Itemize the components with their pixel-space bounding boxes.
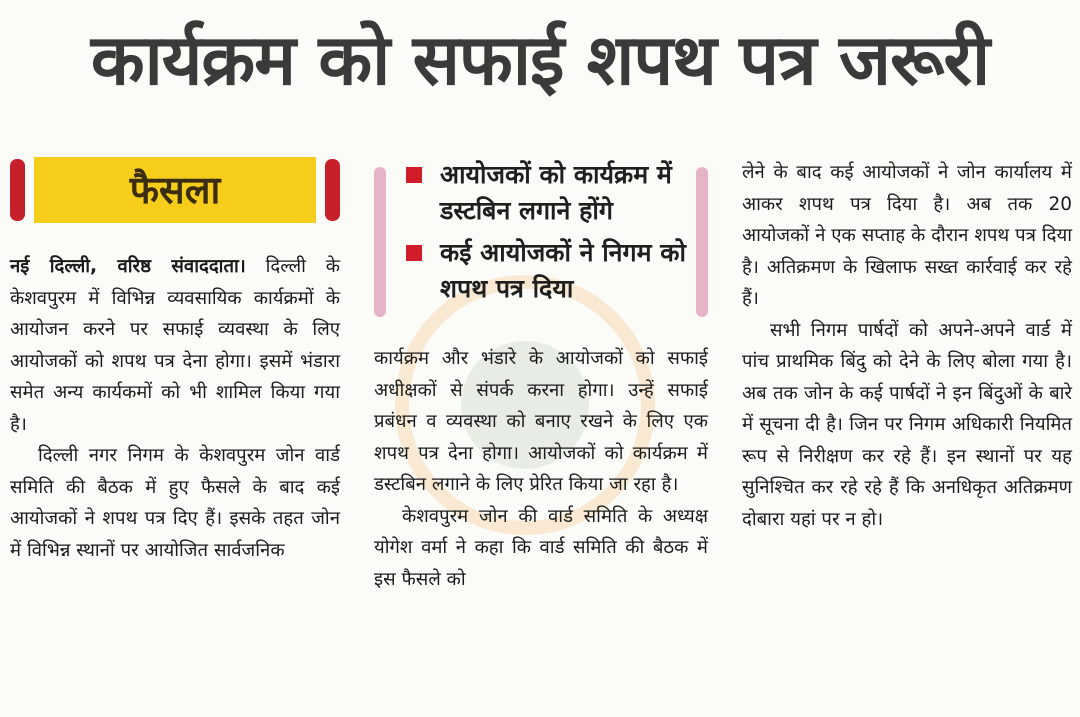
paragraph: लेने के बाद कई आयोजकों ने जोन कार्यालय में आकर शपथ पत्र दिया है। अब तक 20 आयोजकों ने एक सप्ताह के दौरान शपथ पत्र दिया है। अतिक्रमण के खिलाफ सख्त कार्रवाई कर रहे हैं। [742, 162, 1072, 309]
paragraph: सभी निगम पार्षदों को अपने-अपने वार्ड में पांच प्राथमिक बिंदु को देने के लिए बोला गया है। अब तक जोन के कई पार्षदों ने इन बिंदुओं के बारे में सूचना दी है। जिन पर निगम अधिकारी नियमित रूप से निरीक्षण कर रहे हैं। इन स्थानों पर यह सुनिश्चित कर रहे रहे हैं कि अनधिकृत अतिक्रमण दोबारा यहां पर न हो। [742, 319, 1072, 530]
paragraph-text: दिल्ली के केशवपुरम में विभिन्न व्यवसायिक कार्यक्रमों के आयोजन करने पर सफाई व्यवस्था के लिए आयोजकों को शपथ पत्र देना होगा। इसमें भंडारा समेत अन्य कार्यकमों को भी शामिल किया गया है। [10, 256, 340, 435]
highlight-list [374, 157, 708, 307]
bullet-square-icon [406, 167, 422, 183]
highlight-box [374, 157, 708, 319]
tag-label: फैसला [34, 157, 316, 223]
tag-bar-left [10, 159, 25, 221]
tag-bar-right [325, 159, 340, 221]
highlight-item: कई आयोजकों ने निगम को शपथ पत्र दिया [406, 235, 708, 307]
paragraph: दिल्ली नगर निगम के केशवपुरम जोन वार्ड समिति की बैठक में हुए फैसले के बाद कई आयोजकों ने शपथ पत्र दिए हैं। इसके तहत जोन में विभिन्न स्थानों पर आयोजित सार्वजनिक [10, 445, 340, 561]
column-2 [374, 157, 708, 595]
bullet-square-icon [406, 245, 422, 261]
paragraph [10, 251, 340, 440]
highlight-bar-left [374, 167, 386, 317]
highlight-item: आयोजकों को कार्यक्रम में डस्टबिन लगाने होंगे [406, 157, 708, 229]
section-tag [10, 157, 340, 223]
column-1 [10, 157, 340, 566]
column-3 [742, 157, 1072, 535]
paragraph: कार्यक्रम और भंडारे के आयोजकों को सफाई अधीक्षकों से संपर्क करना होगा। उन्हें सफाई प्रबंधन व व्यवस्था को बनाए रखने के लिए एक शपथ पत्र देना होगा। आयोजकों को कार्यक्रम में डस्टबिन लगाने के लिए प्रेरित किया जा रहा है। [374, 348, 708, 495]
paragraph: केशवपुरम जोन की वार्ड समिति के अध्यक्ष योगेश वर्मा ने कहा कि वार्ड समिति की बैठक में इस फैसले को [374, 505, 708, 590]
dateline: नई दिल्ली, वरिष्ठ संवाददाता। [10, 256, 246, 277]
headline: कार्यक्रम को सफाई शपथ पत्र जरूरी [90, 19, 990, 101]
